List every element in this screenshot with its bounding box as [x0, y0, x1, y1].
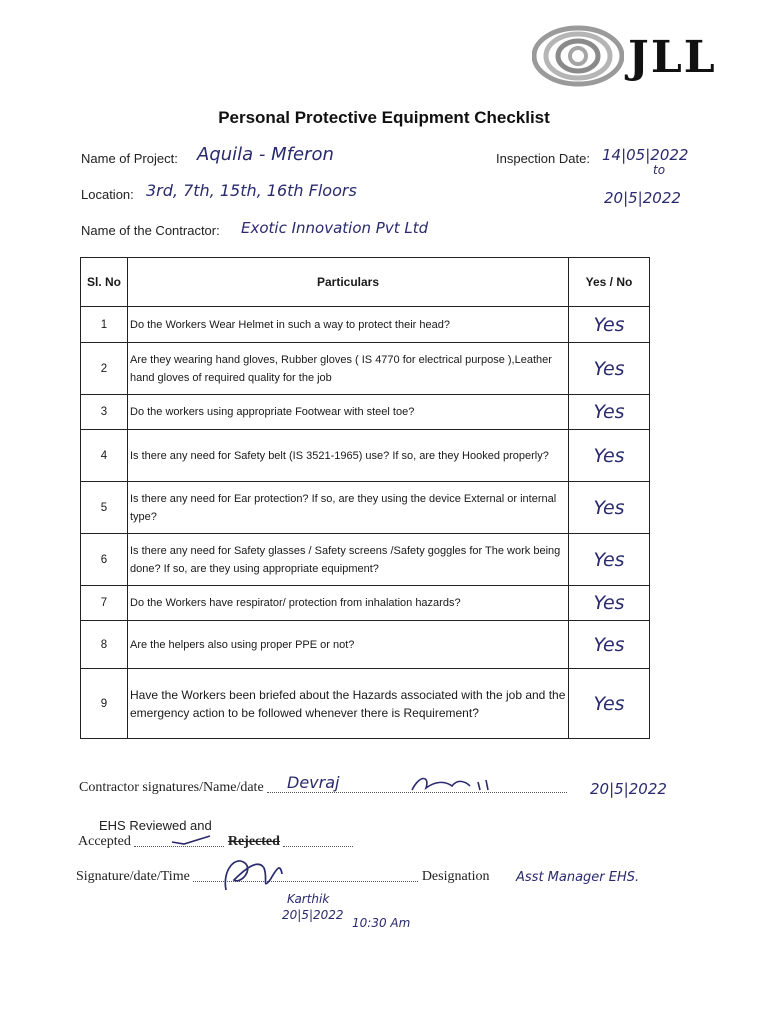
- header-sl-no: Sl. No: [81, 258, 128, 307]
- designation-value: Asst Manager EHS.: [516, 870, 640, 885]
- signer-name: Karthik: [287, 892, 330, 906]
- table-row: [81, 669, 650, 739]
- table-row: [81, 586, 650, 621]
- row-answer: Yes: [569, 482, 650, 534]
- row-answer: Yes: [569, 395, 650, 430]
- row-sl: 2: [81, 343, 128, 395]
- rejected-label: Rejected: [227, 834, 280, 849]
- jll-logo: [532, 24, 757, 88]
- designation-label: Designation: [421, 869, 490, 884]
- inspection-date-value: 14|05|2022: [602, 146, 689, 164]
- row-answer: Yes: [569, 534, 650, 586]
- row-answer: Yes: [569, 621, 650, 669]
- table-row: [81, 307, 650, 343]
- row-particulars: Is there any need for Safety glasses / Safety screens /Safety goggles for The work being done? If so, are they using appropriate equipment?: [128, 534, 569, 586]
- ppe-checklist-table: [80, 257, 650, 739]
- row-sl: 4: [81, 430, 128, 482]
- table-row: [81, 395, 650, 430]
- location-value: 3rd, 7th, 15th, 16th Floors: [146, 181, 357, 200]
- row-particulars: Do the workers using appropriate Footwear with steel toe?: [128, 395, 569, 430]
- contractor-signature-scribble: [408, 772, 498, 798]
- row-answer: Yes: [569, 669, 650, 739]
- page-title: Personal Protective Equipment Checklist: [218, 108, 550, 127]
- inspection-date-label: Inspection Date:: [496, 151, 590, 166]
- inspection-date-to: to: [653, 163, 666, 177]
- contractor-name: Devraj: [287, 773, 340, 792]
- location-label: Location:: [81, 187, 134, 202]
- contractor-label: Name of the Contractor:: [81, 223, 220, 238]
- row-sl: 5: [81, 482, 128, 534]
- accepted-tick-mark: [170, 834, 230, 848]
- row-particulars: Is there any need for Ear protection? If so, are they using the device External or internal type?: [128, 482, 569, 534]
- ehs-reviewed-label: EHS Reviewed and: [99, 818, 212, 833]
- table-row: [81, 343, 650, 395]
- row-particulars: Do the Workers have respirator/ protection from inhalation hazards?: [128, 586, 569, 621]
- row-particulars: Is there any need for Safety belt (IS 3521-1965) use? If so, are they Hooked properly?: [128, 430, 569, 482]
- rejected-dots: [283, 846, 353, 847]
- row-particulars: Are they wearing hand gloves, Rubber gloves ( IS 4770 for electrical purpose ),Leather hand gloves of required quality for the job: [128, 343, 569, 395]
- header-particulars: Particulars: [128, 258, 569, 307]
- row-particulars: Do the Workers Wear Helmet in such a way to protect their head?: [128, 307, 569, 343]
- table-row: [81, 482, 650, 534]
- row-sl: 6: [81, 534, 128, 586]
- contractor-signature-label: Contractor signatures/Name/date: [79, 780, 264, 795]
- row-sl: 8: [81, 621, 128, 669]
- row-sl: 1: [81, 307, 128, 343]
- project-value: Aquila - Mferon: [197, 144, 334, 165]
- row-particulars: Have the Workers been briefed about the Hazards associated with the job and the emergency action to be followed whenever there is Requirement?: [128, 669, 569, 739]
- row-particulars: Are the helpers also using proper PPE or not?: [128, 621, 569, 669]
- accepted-label: Accepted: [78, 834, 131, 849]
- table-row: [81, 621, 650, 669]
- row-answer: Yes: [569, 586, 650, 621]
- table-header-row: [81, 258, 650, 307]
- contractor-value: Exotic Innovation Pvt Ltd: [241, 219, 429, 237]
- project-label: Name of Project:: [81, 151, 178, 166]
- signer-time: 10:30 Am: [352, 916, 411, 930]
- table-row: [81, 430, 650, 482]
- inspection-date-value-end: 20|5|2022: [604, 189, 681, 207]
- row-answer: Yes: [569, 430, 650, 482]
- row-sl: 9: [81, 669, 128, 739]
- jll-rings-logo-icon: [532, 24, 624, 88]
- row-answer: Yes: [569, 343, 650, 395]
- signer-date: 20|5|2022: [282, 908, 344, 922]
- header-yes-no: Yes / No: [569, 258, 650, 307]
- contractor-date: 20|5|2022: [590, 780, 667, 798]
- signature-label: Signature/date/Time: [76, 869, 190, 884]
- row-sl: 3: [81, 395, 128, 430]
- row-sl: 7: [81, 586, 128, 621]
- table-row: [81, 534, 650, 586]
- ehs-signature-scribble: [218, 850, 288, 900]
- logo-text: JLL: [628, 32, 717, 83]
- row-answer: Yes: [569, 307, 650, 343]
